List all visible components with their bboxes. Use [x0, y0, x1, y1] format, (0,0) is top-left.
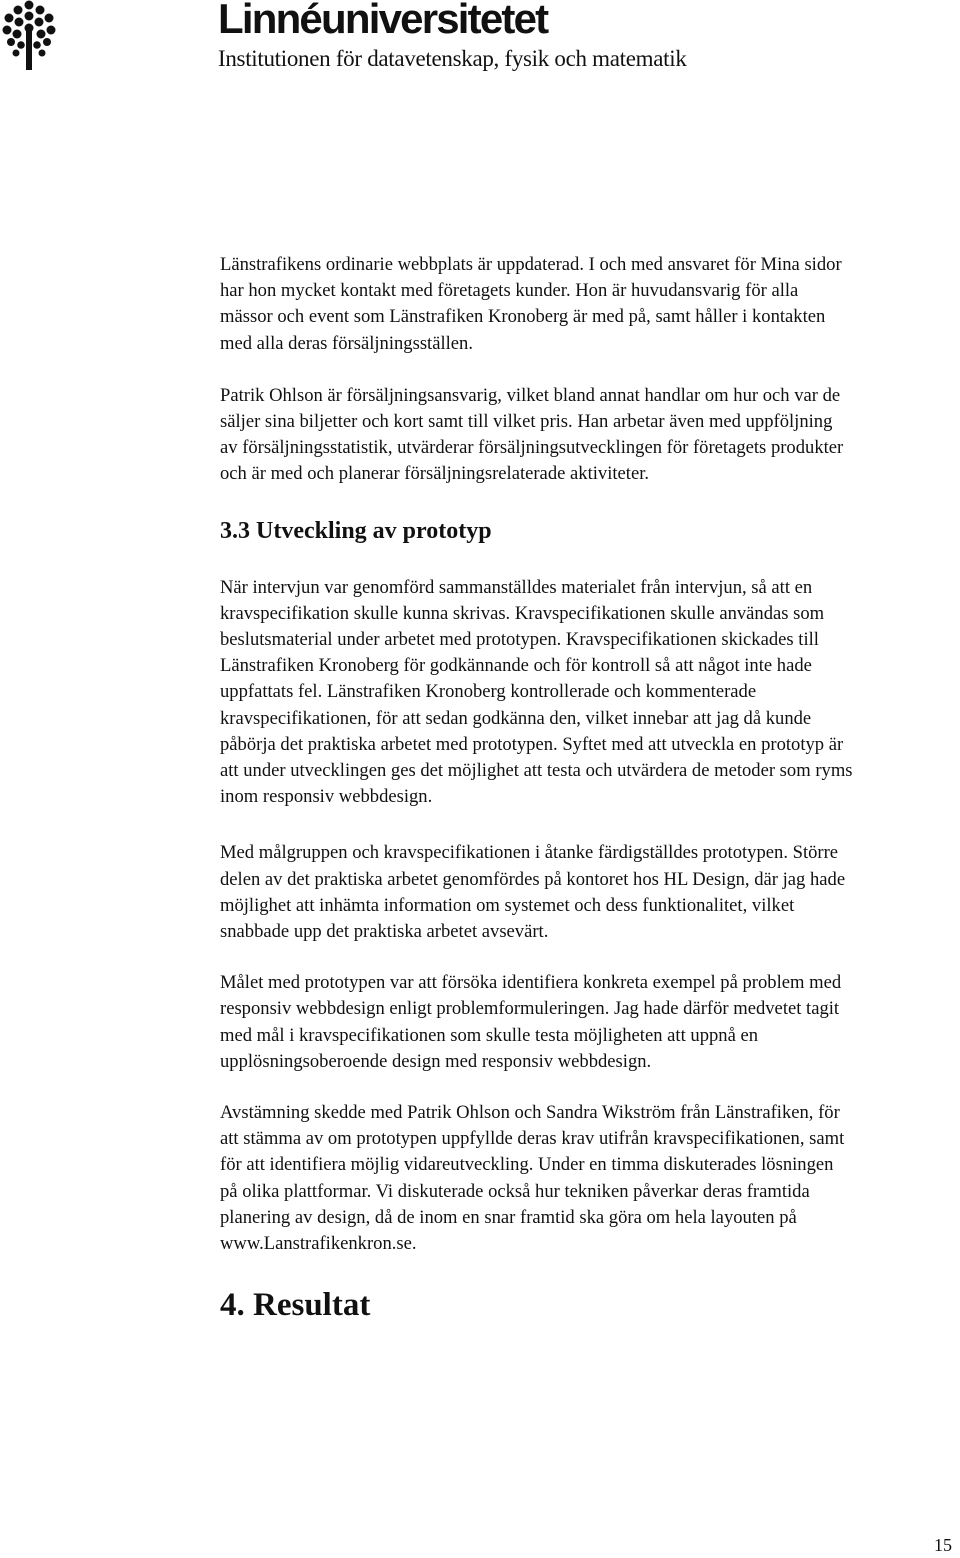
text-line: Målet med prototypen var att försöka identifiera konkreta exempel på problem med — [220, 972, 842, 994]
university-name: Linnéuniversitetet — [218, 0, 548, 42]
text-line: mässor och event som Länstrafiken Kronoberg är med på, samt håller i kontakten — [220, 306, 826, 328]
document-header — [0, 0, 960, 80]
text-line: av försäljningsstatistik, utvärderar försäljningsutvecklingen för företagets produkter — [220, 437, 844, 459]
paragraph-patrik-ohlson — [220, 383, 958, 488]
text-line: Patrik Ohlson är försäljningsansvarig, vilket bland annat handlar om hur och var de — [220, 384, 841, 406]
text-line: planering av design, då de inom en snar framtid ska göra om hela layouten på — [220, 1206, 797, 1228]
text-line: responsiv webbdesign enligt problemformuleringen. Jag hade därför medvetet tagit — [220, 998, 840, 1020]
text-line: har hon mycket kontakt med företagets kunder. Hon är huvudansvarig för alla — [220, 280, 799, 302]
text-line: Avstämning skedde med Patrik Ohlson och Sandra Wikström från Länstrafiken, för — [220, 1102, 840, 1124]
paragraph-kravspecifikation — [220, 575, 958, 811]
text-line: kravspecifikation skulle kunna skrivas. Kravspecifikationen skulle användas som — [220, 602, 825, 624]
text-line: på olika plattformar. Vi diskuterade också hur tekniken påverkar deras framtida — [220, 1180, 810, 1202]
text-line: kravspecifikationen, för att sedan godkänna den, vilket innebar att jag då kunde — [220, 707, 812, 729]
text-line: säljer sina biljetter och kort samt till vilket pris. Han arbetar även med uppföljning — [220, 411, 833, 433]
text-line: och är med och planerar försäljningsrelaterade aktiviteter. — [220, 463, 650, 485]
document-body — [220, 252, 958, 1325]
text-line: att stämma av om prototypen uppfyllde deras krav utifrån kravspecifikationen, samt — [220, 1128, 845, 1150]
section-heading-3-3: 3.3 Utveckling av prototyp — [220, 517, 492, 544]
text-line: för att identifiera möjlig vidareutveckling. Under en timma diskuterades lösningen — [220, 1154, 834, 1176]
page-number: 15 — [934, 1535, 952, 1555]
department-name: Institutionen för datavetenskap, fysik och matematik — [218, 46, 687, 71]
paragraph-lanstrafiken-website — [220, 252, 958, 357]
text-line: inom responsiv webbdesign. — [220, 786, 433, 808]
text-line: med mål i kravspecifikationen som skulle testa möjligheten att uppnå en — [220, 1024, 759, 1046]
linnaeus-tree-logo-icon — [2, 0, 56, 70]
text-line: möjlighet att inhämta information om systemet och dess funktionalitet, vilket — [220, 894, 795, 916]
paragraph-avstamning — [220, 1100, 958, 1257]
text-line: beslutsmaterial under arbetet med prototypen. Kravspecifikationen skickades till — [220, 629, 819, 651]
text-line: snabbade upp det praktiska arbetet avsevärt. — [220, 921, 549, 943]
chapter-heading-4: 4. Resultat — [220, 1287, 371, 1324]
text-line: Länstrafiken Kronoberg för godkännande och för kontroll så att något inte hade — [220, 655, 812, 677]
text-line: uppfattats fel. Länstrafiken Kronoberg kontrollerade och kommenterade — [220, 681, 757, 703]
text-line: med alla deras försäljningsställen. — [220, 332, 474, 354]
text-line: När intervjun var genomförd sammanställdes materialet från intervjun, så att en — [220, 576, 813, 598]
text-line: påbörja det praktiska arbetet med prototypen. Syftet med att utveckla en prototyp är — [220, 733, 844, 755]
text-line: delen av det praktiska arbetet genomfördes på kontoret hos HL Design, där jag hade — [220, 868, 846, 890]
text-line: Med målgruppen och kravspecifikationen i åtanke färdigställdes prototypen. Större — [220, 842, 839, 864]
text-line: att under utvecklingen ges det möjlighet att testa och utvärdera de metoder som ryms — [220, 760, 853, 782]
text-line: Länstrafikens ordinarie webbplats är uppdaterad. I och med ansvaret för Mina sidor — [220, 254, 842, 275]
text-line: upplösningsoberoende design med responsiv webbdesign. — [220, 1050, 652, 1072]
text-line: www.Lanstrafikenkron.se. — [220, 1233, 417, 1255]
paragraph-malet — [220, 970, 958, 1075]
paragraph-malgruppen — [220, 840, 958, 945]
